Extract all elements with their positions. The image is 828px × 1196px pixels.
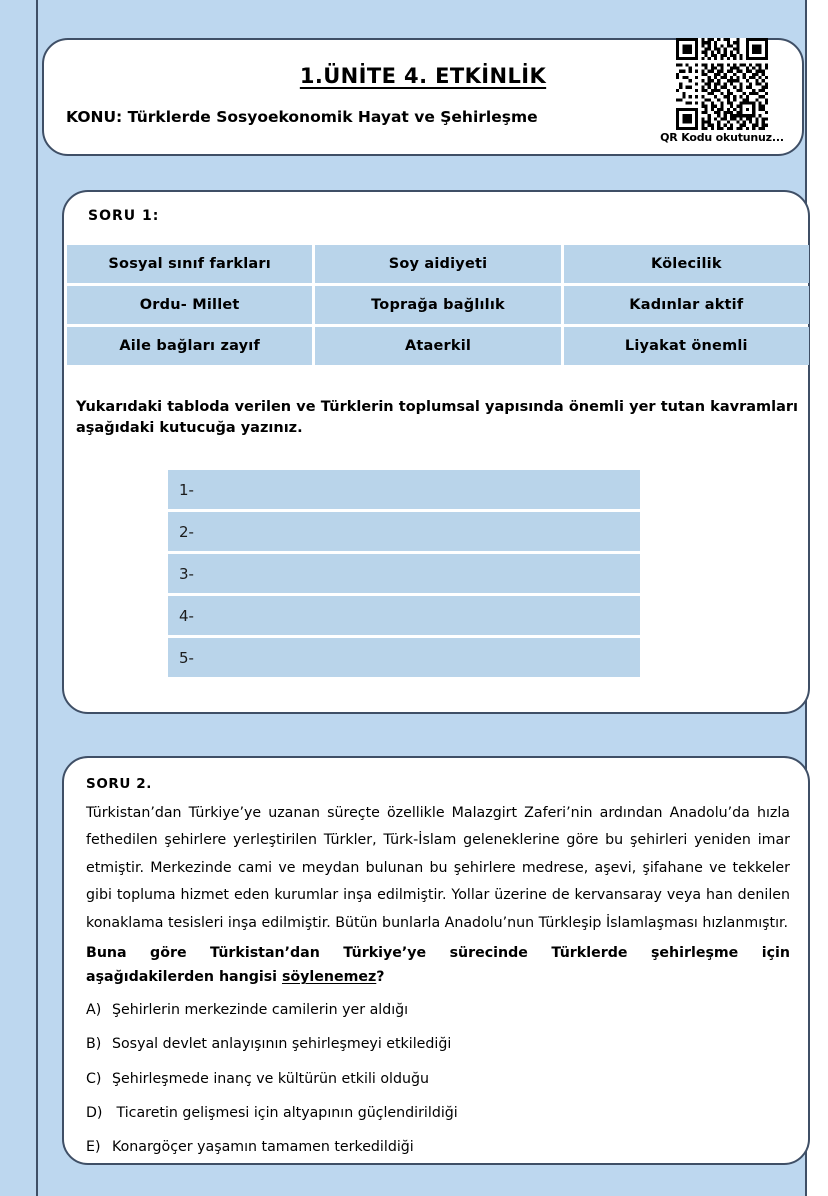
- option-letter: D): [86, 1104, 103, 1121]
- table-cell: Kölecilik: [564, 245, 809, 283]
- qr-code-icon[interactable]: [676, 38, 768, 130]
- question-2-stem-prefix: Buna göre Türkistan’dan Türkiye’ye sürecinde Türklerde şehirleşme için aşağıdakilerden hangisi: [86, 945, 790, 986]
- table-row: [67, 286, 809, 324]
- page-left-rule: [36, 0, 38, 1196]
- question-1-card: [62, 190, 810, 714]
- table-cell: Toprağa bağlılık: [315, 286, 560, 324]
- option-letter: E): [86, 1139, 101, 1156]
- answer-line-number: 5-: [179, 648, 194, 667]
- question-2-stem-keyword: söylenemez: [281, 969, 377, 986]
- answer-line-number: 1-: [179, 480, 194, 499]
- option-text: Konargöçer yaşamın tamamen terkedildiği: [112, 1139, 414, 1156]
- subject-text: Türklerde Sosyoekonomik Hayat ve Şehirleşme: [127, 108, 538, 126]
- option-b[interactable]: [86, 1034, 790, 1055]
- header-card: [42, 38, 804, 156]
- answer-line-number: 2-: [179, 522, 194, 541]
- question-2-stem: [86, 941, 790, 990]
- answer-line[interactable]: [168, 638, 640, 677]
- answer-line[interactable]: [168, 512, 640, 551]
- answer-line-number: 4-: [179, 606, 194, 625]
- table-cell: Kadınlar aktif: [564, 286, 809, 324]
- table-row: [67, 327, 809, 365]
- table-cell: Ordu- Millet: [67, 286, 312, 324]
- question-2-passage: Türkistan’dan Türkiye’ye uzanan süreçte özellikle Malazgirt Zaferi’nin ardından Anadolu’da hızla fethedilen şehirlere yerleştirilen Türkler, Türk-İslam geleneklerine göre bu şehirleri yeniden imar etmiştir. Merkezinde cami ve meydan bulunan bu şehirlere medrese, aşevi, şifahane ve tekkeler gibi topluma hizmet eden kurumlar inşa edilmiştir. Yollar üzerine de kervansaray veya han denilen konaklama tesisleri inşa edilmiştir. Bütün bunlarla Anadolu’nun Türkleşip İslamlaşması hızlanmıştır.: [86, 805, 790, 931]
- answer-line-number: 3-: [179, 564, 194, 583]
- answer-line[interactable]: [168, 554, 640, 593]
- qr-caption: QR Kodu okutunuz...: [660, 131, 784, 144]
- option-text: Ticaretin gelişmesi için altyapının güçlendirildiği: [112, 1104, 458, 1121]
- page-left-margin: [0, 0, 36, 1196]
- option-e[interactable]: [86, 1137, 790, 1158]
- page-title-text: 1.ÜNİTE 4. ETKİNLİK: [299, 64, 547, 88]
- qr-block: [658, 38, 786, 144]
- option-c[interactable]: [86, 1069, 790, 1090]
- question-2-options: [86, 1000, 790, 1171]
- question-1-label: SORU 1:: [88, 208, 160, 224]
- answer-box: [168, 470, 640, 680]
- question-2-card: [62, 756, 810, 1165]
- table-cell: Sosyal sınıf farkları: [67, 245, 312, 283]
- answer-line[interactable]: [168, 596, 640, 635]
- option-a[interactable]: [86, 1000, 790, 1021]
- option-letter: A): [86, 1002, 102, 1018]
- answer-line[interactable]: [168, 470, 640, 509]
- option-letter: C): [86, 1070, 102, 1087]
- option-d[interactable]: [86, 1103, 790, 1124]
- concepts-table: [64, 242, 812, 368]
- table-row: [67, 245, 809, 283]
- question-2-label: SORU 2.: [86, 776, 152, 792]
- option-text: Sosyal devlet anlayışının şehirleşmeyi etkilediği: [112, 1036, 452, 1053]
- subject-line: [66, 108, 538, 126]
- option-text: Şehirlerin merkezinde camilerin yer aldığı: [112, 1002, 409, 1018]
- table-cell: Soy aidiyeti: [315, 245, 560, 283]
- table-cell: Aile bağları zayıf: [67, 327, 312, 365]
- question-2-stem-suffix: ?: [376, 969, 385, 986]
- option-letter: B): [86, 1036, 102, 1053]
- table-cell: Liyakat önemli: [564, 327, 809, 365]
- option-text: Şehirleşmede inanç ve kültürün etkili olduğu: [112, 1070, 429, 1087]
- question-1-instruction: Yukarıdaki tabloda verilen ve Türklerin toplumsal yapısında önemli yer tutan kavramları aşağıdaki kutucuğa yazınız.: [76, 399, 798, 437]
- subject-label: KONU:: [66, 108, 123, 126]
- table-cell: Ataerkil: [315, 327, 560, 365]
